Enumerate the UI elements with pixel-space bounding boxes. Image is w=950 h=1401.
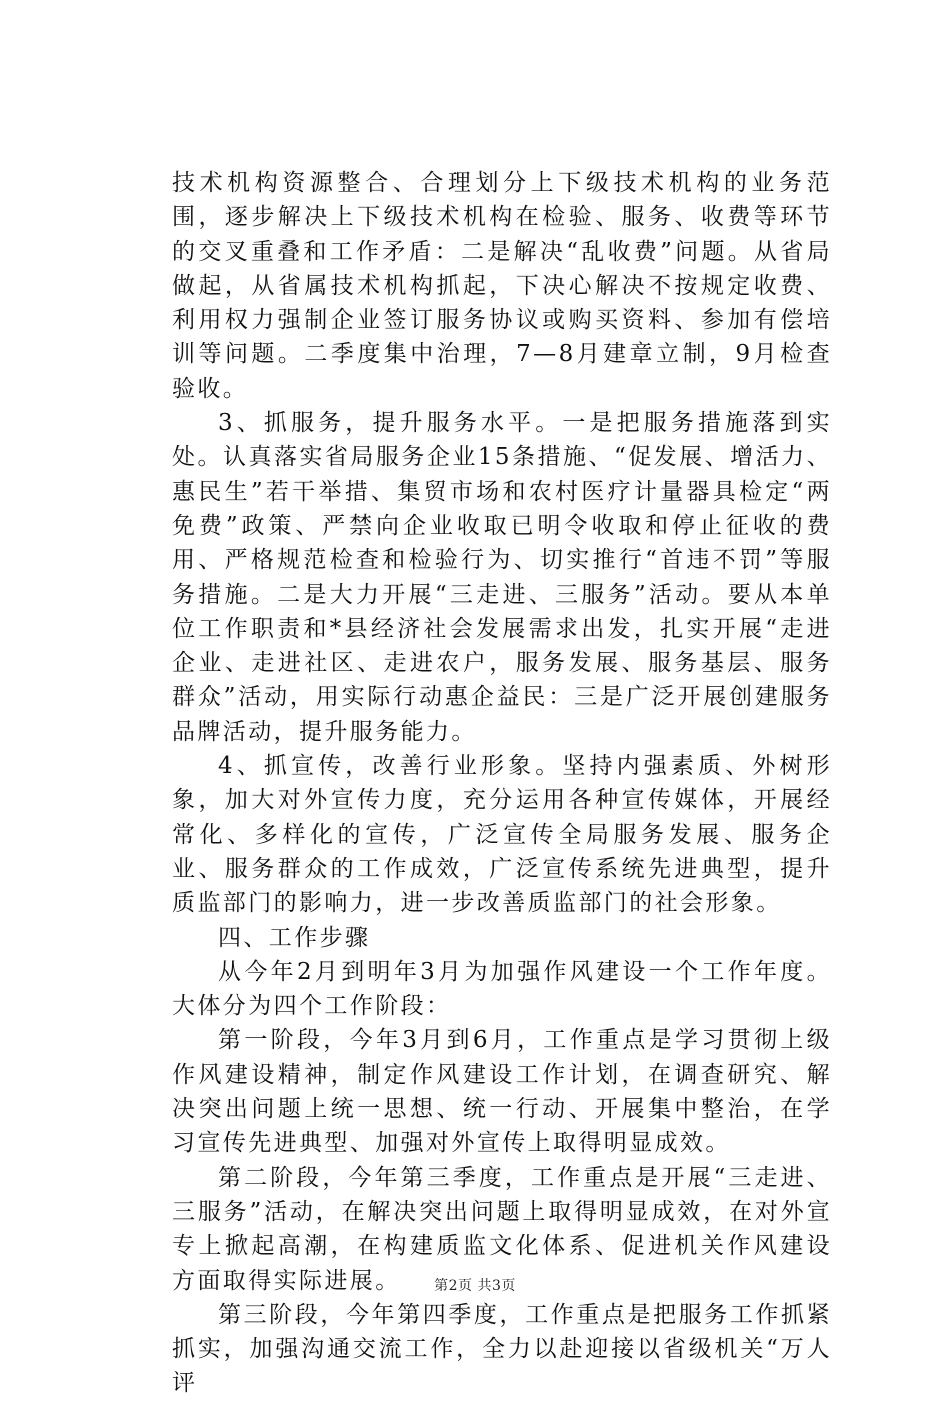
section-heading-work-steps: 四、工作步骤 xyxy=(218,924,371,951)
document-body xyxy=(172,166,832,1401)
paragraph-publicity: 4、抓宣传，改善行业形象。坚持内强素质、外树形象，加大对外宣传力度，充分运用各种宣传媒体，开展经常化、多样化的宣传，广泛宣传全局服务发展、服务企业、服务群众的工作成效，广泛宣传系统先进典型，提升质监部门的影响力，进一步改善质监部门的社会形象。 xyxy=(172,753,832,917)
page-footer: 第2页 共3页 xyxy=(434,1278,516,1294)
paragraph-stage-three: 第三阶段，今年第四季度，工作重点是把服务工作抓紧抓实，加强沟通交流工作，全力以赴迎接以省级机关“万人评 xyxy=(172,1301,832,1397)
paragraph-service: 3、抓服务，提升服务水平。一是把服务措施落到实处。认真落实省局服务企业15条措施、“促发展、增活力、惠民生”若干举措、集贸市场和农村医疗计量器具检定“两免费”政策、严禁向企业收取已明令收取和停止征收的费用、严格规范检查和检验行为、切实推行“首违不罚”等服务措施。二是大力开展“三走进、三服务”活动。要从本单位工作职责和*县经济社会发展需求出发，扎实开展“走进企业、走进社区、走进农户，服务发展、服务基层、服务群众”活动，用实际行动惠企益民：三是广泛开展创建服务品牌活动，提升服务能力。 xyxy=(172,410,832,745)
paragraph-work-year: 从今年2月到明年3月为加强作风建设一个工作年度。大体分为四个工作阶段： xyxy=(172,958,832,1020)
paragraph-stage-one: 第一阶段，今年3月到6月，工作重点是学习贯彻上级作风建设精神，制定作风建设工作计划，在调查研究、解决突出问题上统一思想、统一行动、开展集中整治，在学习宣传先进典型、加强对外宣传上取得明显成效。 xyxy=(172,1027,832,1157)
paragraph-continuation: 技术机构资源整合、合理划分上下级技术机构的业务范围，逐步解决上下级技术机构在检验、服务、收费等环节的交叉重叠和工作矛盾：二是解决“乱收费”问题。从省局做起，从省属技术机构抓起，下决心解决不按规定收费、利用权力强制企业签订服务协议或购买资料、参加有偿培训等问题。二季度集中治理，7—8月建章立制，9月检查验收。 xyxy=(172,170,832,402)
paragraph-stage-two: 第二阶段，今年第三季度，工作重点是开展“三走进、三服务”活动，在解决突出问题上取得明显成效，在对外宣专上掀起高潮，在构建质监文化体系、促进机关作风建设方面取得实际进展。 xyxy=(172,1164,832,1294)
